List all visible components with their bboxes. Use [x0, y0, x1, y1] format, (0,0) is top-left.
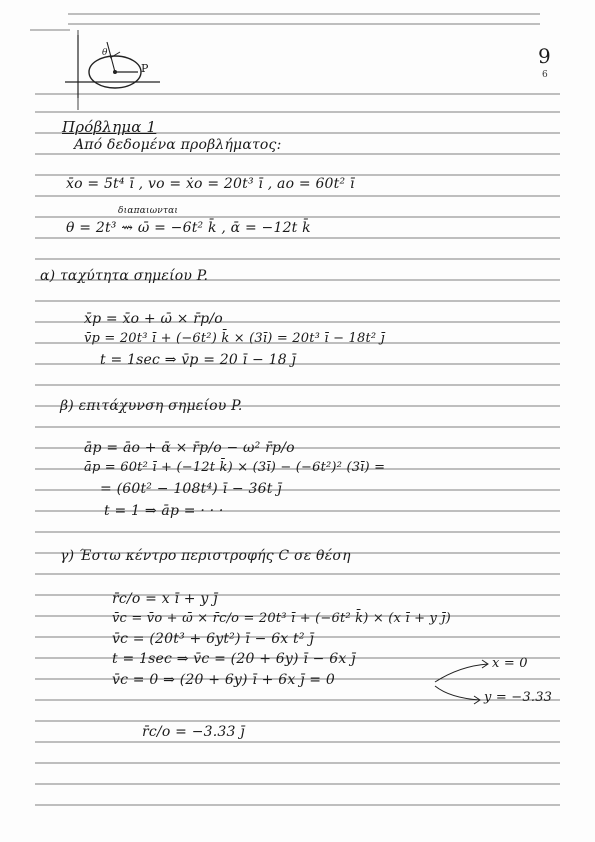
page-letter: 6 — [542, 70, 548, 80]
part-b-heading: β) επιτάχυνση σημείου P. — [60, 398, 243, 414]
part-b-line-3: = (60t² − 108t⁴) ī − 36t j̄ — [100, 481, 282, 497]
part-c-heading: γ) Έστω κέντρο περιστροφής C σε θέση — [60, 548, 351, 564]
given-line-2-note: διαπαιωνται — [118, 206, 179, 216]
sketch-angle-label: θ — [102, 48, 108, 58]
part-c-line-5: v̄c = 0 ⇒ (20 + 6y) ī + 6x j̄ = 0 — [112, 672, 335, 688]
part-c-line-2: v̄c = v̄o + ω̄ × r̄c/o = 20t³ ī + (−6t² k̄) × (x ī + y j̄) — [112, 611, 451, 626]
result-x: x = 0 — [492, 656, 528, 671]
given-line-2: θ = 2t³ ⇝ ω̄ = −6t² k̄ , ᾱ = −12t k̄ — [66, 220, 311, 236]
final-result: r̄c/o = −3.33 j̄ — [142, 724, 245, 740]
part-c-line-3: v̄c = (20t³ + 6yt²) ī − 6x t² j̄ — [112, 631, 314, 647]
result-y: y = −3.33 — [484, 690, 553, 705]
part-b-line-2: āp = 60t² ī + (−12t k̄) × (3ī) − (−6t²)² (3ī) = — [84, 460, 386, 475]
part-b-line-1: āp = āo + ᾱ × r̄p/o − ω² r̄p/o — [84, 440, 295, 456]
part-a-line-2: v̄p = 20t³ ī + (−6t²) k̄ × (3ī) = 20t³ ī − 18t² j̄ — [84, 331, 385, 346]
given-heading: Από δεδομένα προβλήματος: — [74, 137, 282, 153]
part-c-line-1: r̄c/o = x ī + y j̄ — [112, 591, 218, 607]
part-a-line-3: t = 1sec ⇒ v̄p = 20 ī − 18 j̄ — [100, 352, 296, 368]
part-b-line-4: t = 1 ⇒ āp = · · · — [104, 503, 224, 519]
page-number: 9 — [538, 44, 551, 68]
part-a-line-1: x̄p = x̄o + ω̄ × r̄p/o — [84, 311, 223, 327]
sketch-point-label: P — [141, 62, 149, 75]
given-line-1: x̄o = 5t⁴ ī , vo = ẋo = 20t³ ī , ao = 60t² ī — [66, 176, 355, 192]
disk-sketch — [60, 30, 170, 100]
part-a-heading: α) ταχύτητα σημείου P. — [40, 268, 209, 284]
problem-title: Πρόβλημα 1 — [62, 118, 157, 136]
part-c-line-4: t = 1sec ⇒ v̄c = (20 + 6y) ī − 6x j̄ — [112, 651, 356, 667]
